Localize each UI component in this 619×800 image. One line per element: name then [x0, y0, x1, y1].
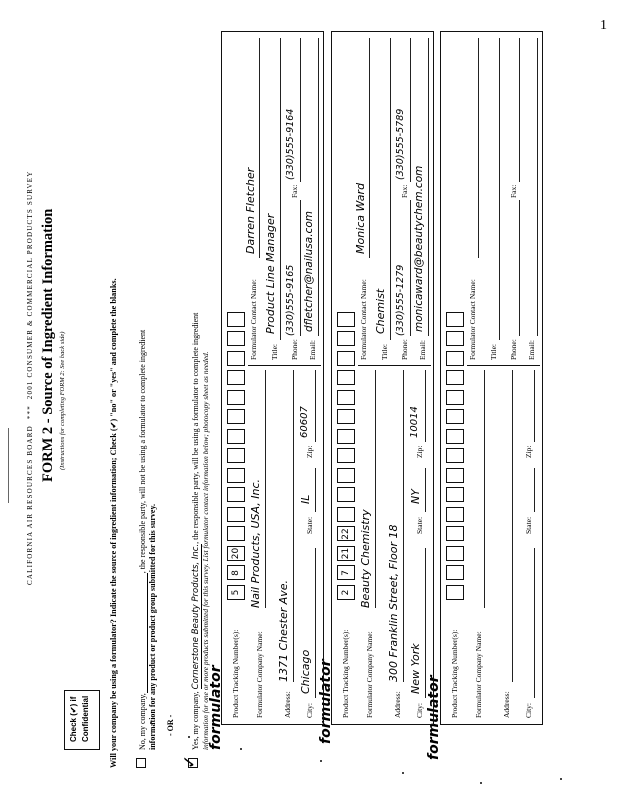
tracking-box[interactable] [337, 449, 355, 464]
form-subtitle: (Instructions for completing FORM 2: See back side) [59, 331, 66, 470]
tracking-box[interactable] [227, 371, 245, 386]
tracking-box[interactable] [446, 546, 464, 561]
email-value[interactable]: dfletcher@nailusa.com [303, 211, 315, 332]
tracking-box[interactable] [446, 410, 464, 425]
tracking-box[interactable] [337, 390, 355, 405]
confidential-label-2: Confidential [81, 695, 90, 742]
address-label: Address: [502, 691, 511, 718]
state-label: State: [305, 516, 314, 534]
yes-option-text: Yes, my company, Cornerstone Beauty Products, Inc., the responsible party, will be using a formulator to complete ingredient [191, 312, 201, 750]
tracking-box[interactable] [337, 507, 355, 522]
phone-value[interactable]: (330)555-1279 [395, 264, 406, 336]
title-underline [390, 38, 391, 340]
formulator-side-label-1: formulator [208, 665, 224, 750]
tracking-label: Product Tracking Number(s): [450, 629, 459, 718]
title-label: Title: [489, 344, 498, 360]
phone-value[interactable]: (330)555-9165 [285, 264, 296, 336]
state-value[interactable]: IL [299, 494, 312, 504]
city-value[interactable]: New York [409, 643, 422, 694]
tracking-box[interactable] [227, 527, 245, 542]
phone-underline [519, 200, 520, 336]
tracking-box[interactable] [446, 507, 464, 522]
tracking-box[interactable] [337, 429, 355, 444]
address-value[interactable]: 1371 Chester Ave. [277, 579, 290, 682]
zip-underline [315, 370, 316, 442]
company-underline [375, 370, 376, 608]
zip-label: Zip: [415, 445, 424, 458]
contact-value[interactable]: Monica Ward [354, 182, 367, 254]
company-underline [484, 370, 485, 608]
address-underline [512, 370, 513, 682]
company-value[interactable]: Beauty Chemistry [359, 509, 372, 608]
tracking-box[interactable] [446, 488, 464, 503]
column-divider [467, 365, 540, 366]
zip-label: Zip: [524, 445, 533, 458]
city-underline [534, 548, 535, 698]
formulator-question: Will your company be using a formulator? Indicate the source of ingredient information; Check (✔) "no" or "yes" and complete the blanks. [109, 278, 118, 768]
contact-label: Formulator Contact Name: [468, 279, 477, 360]
address-underline [403, 370, 404, 682]
address-label: Address: [283, 691, 292, 718]
tracking-box[interactable]: 2 [337, 585, 355, 600]
company-label: Formulator Company Name: [365, 631, 374, 718]
form-title: FORM 2 - Source of Ingredient Information [40, 208, 56, 482]
fax-label: Fax: [290, 184, 299, 198]
tracking-box[interactable] [446, 429, 464, 444]
zip-underline [534, 370, 535, 442]
city-value[interactable]: Chicago [299, 649, 312, 694]
tracking-box[interactable]: 21 [337, 546, 355, 561]
or-divider: - OR - [166, 714, 175, 736]
tracking-box[interactable] [446, 566, 464, 581]
tracking-box[interactable] [337, 488, 355, 503]
fax-underline [519, 38, 520, 182]
zip-value[interactable]: 10014 [409, 406, 420, 438]
tracking-label: Product Tracking Number(s): [231, 629, 240, 718]
contact-underline [369, 38, 370, 258]
phone-underline [410, 200, 411, 336]
company-label: Formulator Company Name: [474, 631, 483, 718]
tracking-box[interactable]: 20 [227, 546, 245, 561]
tracking-box[interactable] [446, 527, 464, 542]
zip-value[interactable]: 60607 [299, 406, 310, 438]
board-header: CALIFORNIA AIR RESOURCES BOARD *** 2001 CONSUMER & COMMERCIAL PRODUCTS SURVEY [26, 170, 34, 585]
tracking-box[interactable] [446, 585, 464, 600]
tracking-box[interactable] [446, 449, 464, 464]
tracking-box[interactable] [337, 312, 355, 327]
address-underline [293, 370, 294, 682]
tracking-box[interactable]: 22 [337, 527, 355, 542]
address-value[interactable]: 300 Franklin Street, Floor 18 [387, 524, 400, 682]
phone-label: Phone: [509, 339, 518, 360]
tracking-box[interactable] [337, 371, 355, 386]
state-value[interactable]: NY [409, 489, 422, 504]
city-label: City: [415, 702, 424, 718]
zip-label: Zip: [305, 445, 314, 458]
email-underline [428, 38, 429, 336]
confidential-box[interactable] [64, 690, 100, 750]
tracking-box[interactable] [446, 390, 464, 405]
address-label: Address: [393, 691, 402, 718]
state-underline [534, 468, 535, 512]
tracking-box[interactable] [446, 468, 464, 483]
title-value[interactable]: Chemist [374, 288, 387, 334]
fax-value[interactable]: (330)555-9164 [285, 108, 296, 180]
state-underline [425, 468, 426, 512]
fax-underline [410, 38, 411, 182]
contact-underline [478, 38, 479, 258]
page-number: 1 [600, 18, 607, 33]
formulator-panel-2 [331, 31, 434, 725]
tracking-box[interactable] [227, 449, 245, 464]
tracking-box[interactable] [446, 351, 464, 366]
contact-label: Formulator Contact Name: [249, 279, 258, 360]
contact-value[interactable]: Darren Fletcher [244, 167, 257, 254]
tracking-box[interactable] [337, 332, 355, 347]
contact-label: Formulator Contact Name: [359, 279, 368, 360]
column-divider [358, 365, 431, 366]
city-label: City: [305, 702, 314, 718]
tracking-box[interactable] [227, 312, 245, 327]
yes-option-text-2: information for one or more products submitted for this survey. List formulator contact information below; photocopy sheet as needed. [201, 351, 210, 750]
formulator-panel-3 [440, 31, 543, 725]
title-underline [499, 38, 500, 340]
company-value[interactable]: Nail Products, USA, Inc. [249, 478, 262, 608]
contact-underline [259, 38, 260, 258]
no-company-blank[interactable] [138, 573, 148, 693]
zip-underline [425, 370, 426, 442]
company-label: Formulator Company Name: [255, 631, 264, 718]
fax-underline [300, 38, 301, 182]
phone-underline [300, 200, 301, 336]
yes-company-name[interactable]: Cornerstone Beauty Products, Inc. [191, 543, 201, 690]
yes-check-mark: ✓ [180, 754, 200, 769]
phone-label: Phone: [290, 339, 299, 360]
fax-label: Fax: [400, 184, 409, 198]
tracking-box[interactable] [227, 410, 245, 425]
city-underline [315, 548, 316, 698]
state-underline [315, 468, 316, 512]
title-label: Title: [380, 344, 389, 360]
fax-value[interactable]: (330)555-5789 [395, 108, 406, 180]
formulator-side-label-3: formulator [426, 675, 442, 760]
tracking-box[interactable] [227, 429, 245, 444]
city-label: City: [524, 702, 533, 718]
tracking-box[interactable] [337, 468, 355, 483]
formulator-side-label-2: formulator [318, 659, 334, 744]
tracking-box[interactable] [337, 351, 355, 366]
tracking-box[interactable] [227, 468, 245, 483]
tracking-box[interactable] [227, 332, 245, 347]
email-label: Email: [418, 340, 427, 360]
tracking-box[interactable] [446, 332, 464, 347]
title-label: Title: [270, 344, 279, 360]
state-label: State: [524, 516, 533, 534]
tracking-box[interactable] [227, 351, 245, 366]
email-label: Email: [527, 340, 536, 360]
tracking-box[interactable] [227, 488, 245, 503]
tracking-box[interactable] [227, 390, 245, 405]
phone-label: Phone: [400, 339, 409, 360]
city-underline [425, 548, 426, 698]
confidential-label: Check (✔) if [69, 696, 78, 742]
tracking-box[interactable]: 8 [227, 566, 245, 581]
tracking-label: Product Tracking Number(s): [341, 629, 350, 718]
title-value[interactable]: Product Line Manager [264, 213, 277, 334]
tracking-box[interactable] [446, 312, 464, 327]
tracking-box[interactable]: 7 [337, 566, 355, 581]
tracking-box[interactable] [337, 410, 355, 425]
no-checkbox[interactable] [136, 758, 146, 768]
title-underline [280, 38, 281, 340]
fax-label: Fax: [509, 184, 518, 198]
company-underline [265, 370, 266, 608]
email-underline [537, 38, 538, 336]
column-divider [248, 365, 321, 366]
tracking-box[interactable]: 5 [227, 585, 245, 600]
formulator-panel-1 [221, 31, 324, 725]
email-label: Email: [308, 340, 317, 360]
email-value[interactable]: monicaward@beautychem.com [413, 165, 425, 332]
no-option-text: No, my company, , the responsible party, will not be using a formulator to complete ingredient [138, 329, 147, 750]
tracking-box[interactable] [446, 371, 464, 386]
no-option-text-2: information for any product or product group submitted for this survey. [148, 503, 157, 750]
state-label: State: [415, 516, 424, 534]
email-underline [318, 38, 319, 336]
tracking-box[interactable] [227, 507, 245, 522]
